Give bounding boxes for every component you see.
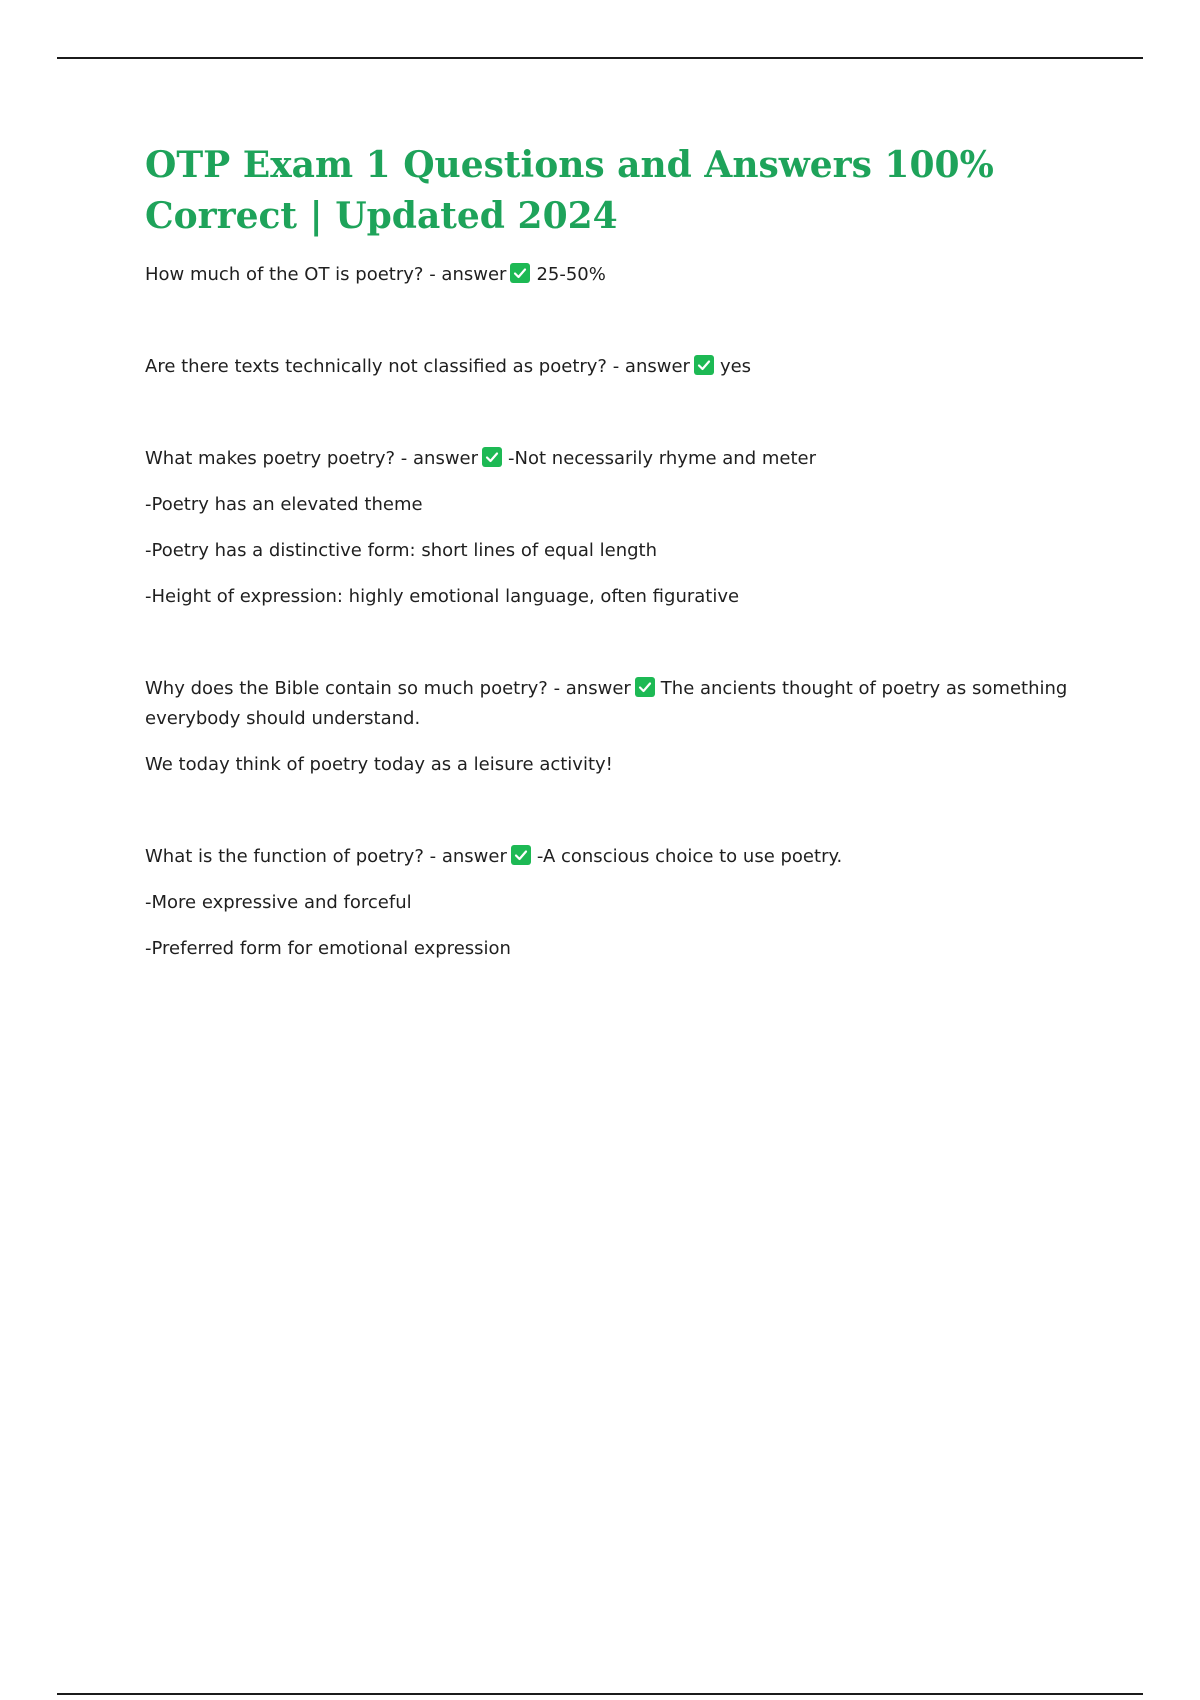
answer-text: yes — [719, 356, 752, 377]
header-rule — [57, 57, 1143, 59]
check-mark-icon — [482, 447, 502, 467]
answer-line: -Poetry has a distinctive form: short lines of equal length — [145, 540, 658, 561]
answer-marker: - answer — [429, 846, 507, 867]
answer-text: -A conscious choice to use poetry. — [536, 846, 843, 867]
question-text: How much of the OT is poetry? — [145, 264, 424, 285]
check-mark-icon — [635, 677, 655, 697]
answer-marker: - answer — [612, 356, 690, 377]
answer-marker: - answer — [429, 264, 507, 285]
question-text: Why does the Bible contain so much poetry? — [145, 678, 548, 699]
answer-line: -Preferred form for emotional expression — [145, 938, 511, 959]
answer-marker: - answer — [400, 448, 479, 469]
qa-block — [145, 260, 1080, 290]
question-text: What makes poetry poetry? — [145, 448, 396, 469]
answer-line: -More expressive and forceful — [145, 892, 412, 913]
check-mark-icon — [694, 355, 714, 375]
answer-marker: - answer — [553, 678, 631, 699]
check-mark-icon — [510, 263, 530, 283]
footer-rule — [57, 1693, 1143, 1695]
qa-question-line — [145, 842, 1080, 872]
document-title: OTP Exam 1 Questions and Answers 100% Correct | Updated 2024 — [145, 144, 994, 237]
qa-question-line — [145, 352, 1080, 382]
answer-text: 25-50% — [536, 264, 606, 285]
answer-line: -Height of expression: highly emotional language, often figurative — [145, 586, 740, 607]
question-text: Are there texts technically not classified as poetry? — [145, 356, 607, 377]
qa-block — [145, 352, 1080, 382]
qa-question-line — [145, 260, 1080, 290]
qa-question-line — [145, 674, 1080, 734]
qa-block — [145, 842, 1080, 964]
qa-block — [145, 444, 1080, 612]
check-mark-icon — [511, 845, 531, 865]
question-text: What is the function of poetry? — [145, 846, 424, 867]
answer-line: We today think of poetry today as a leisure activity! — [145, 754, 613, 775]
document-body — [145, 140, 1080, 980]
qa-question-line — [145, 444, 1080, 474]
answer-text: The ancients thought of poetry as something everybody should understand. — [145, 678, 1068, 729]
answer-line: -Poetry has an elevated theme — [145, 494, 423, 515]
qa-block — [145, 674, 1080, 780]
answer-text: -Not necessarily rhyme and meter — [508, 448, 816, 469]
